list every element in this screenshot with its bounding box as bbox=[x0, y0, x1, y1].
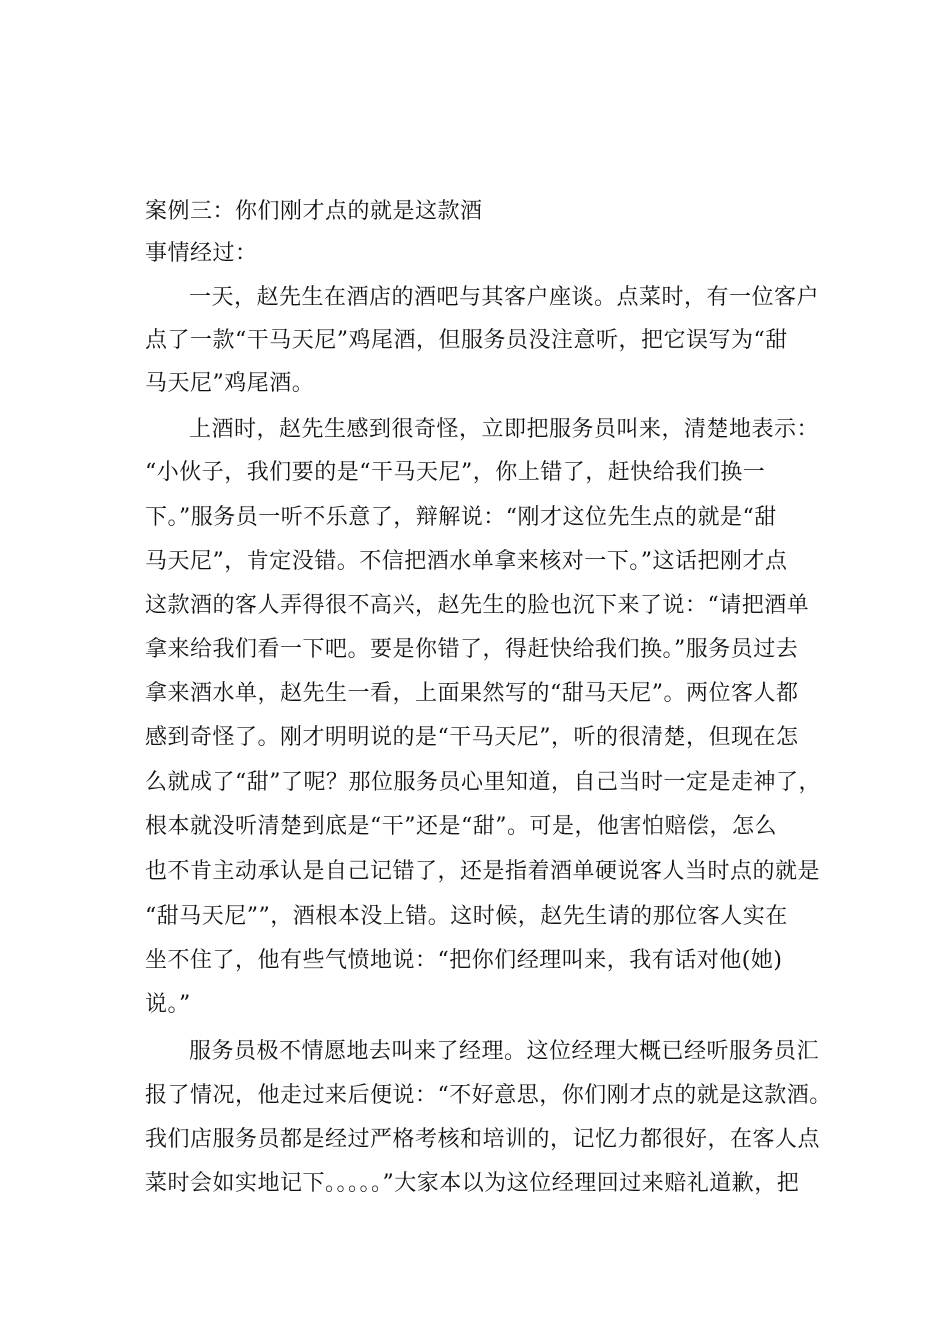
paragraph-line: 根本就没听清楚到底是“干”还是“甜”。可是，他害怕赔偿，怎么 bbox=[145, 814, 777, 839]
paragraph-line: 坐不住了，他有些气愤地说：“把你们经理叫来，我有话对他(她) bbox=[145, 948, 783, 973]
paragraph-line: 这款酒的客人弄得很不高兴，赵先生的脸也沉下来了说：“请把酒单 bbox=[145, 593, 810, 618]
paragraph-line: 么就成了“甜”了呢？那位服务员心里知道，自己当时一定是走神了， bbox=[145, 770, 821, 795]
paragraph-line: 也不肯主动承认是自己记错了，还是指着酒单硬说客人当时点的就是 bbox=[145, 859, 821, 884]
section-label: 事情经过： bbox=[145, 241, 258, 266]
paragraph-line: “小伙子，我们要的是“干马天尼”，你上错了，赶快给我们换一 bbox=[145, 460, 766, 485]
paragraph-line: “甜马天尼””，酒根本没上错。这时候，赵先生请的那位客人实在 bbox=[145, 904, 788, 929]
paragraph-line: 马天尼”，肯定没错。不信把酒水单拿来核对一下。”这话把刚才点 bbox=[145, 549, 788, 574]
paragraph-line: 点了一款“干马天尼”鸡尾酒，但服务员没注意听，把它误写为“甜 bbox=[145, 328, 788, 353]
paragraph-line: 感到奇怪了。刚才明明说的是“干马天尼”，听的很清楚，但现在怎 bbox=[145, 725, 799, 750]
paragraph-line: 下。”服务员一听不乐意了，辩解说：“刚才这位先生点的就是“甜 bbox=[145, 505, 777, 530]
paragraph-line: 一天，赵先生在酒店的酒吧与其客户座谈。点菜时，有一位客户 bbox=[189, 285, 820, 310]
paragraph-line: 马天尼”鸡尾酒。 bbox=[145, 371, 315, 396]
paragraph-line: 拿来酒水单，赵先生一看，上面果然写的“甜马天尼”。两位客人都 bbox=[145, 681, 799, 706]
paragraph-line: 上酒时，赵先生感到很奇怪，立即把服务员叫来，清楚地表示： bbox=[189, 417, 820, 442]
paragraph-line: 菜时会如实地记下。。。。。”大家本以为这位经理回过来赔礼道歉，把 bbox=[145, 1171, 800, 1196]
paragraph-line: 说。” bbox=[145, 992, 191, 1017]
case-title: 案例三：你们刚才点的就是这款酒 bbox=[145, 199, 483, 224]
paragraph-line: 拿来给我们看一下吧。要是你错了，得赶快给我们换。”服务员过去 bbox=[145, 637, 799, 662]
paragraph-line: 我们店服务员都是经过严格考核和培训的，记忆力都很好，在客人点 bbox=[145, 1127, 821, 1152]
paragraph-line: 报了情况，他走过来后便说：“不好意思，你们刚才点的就是这款酒。 bbox=[145, 1083, 832, 1108]
paragraph-line: 服务员极不情愿地去叫来了经理。这位经理大概已经听服务员汇 bbox=[189, 1039, 820, 1064]
